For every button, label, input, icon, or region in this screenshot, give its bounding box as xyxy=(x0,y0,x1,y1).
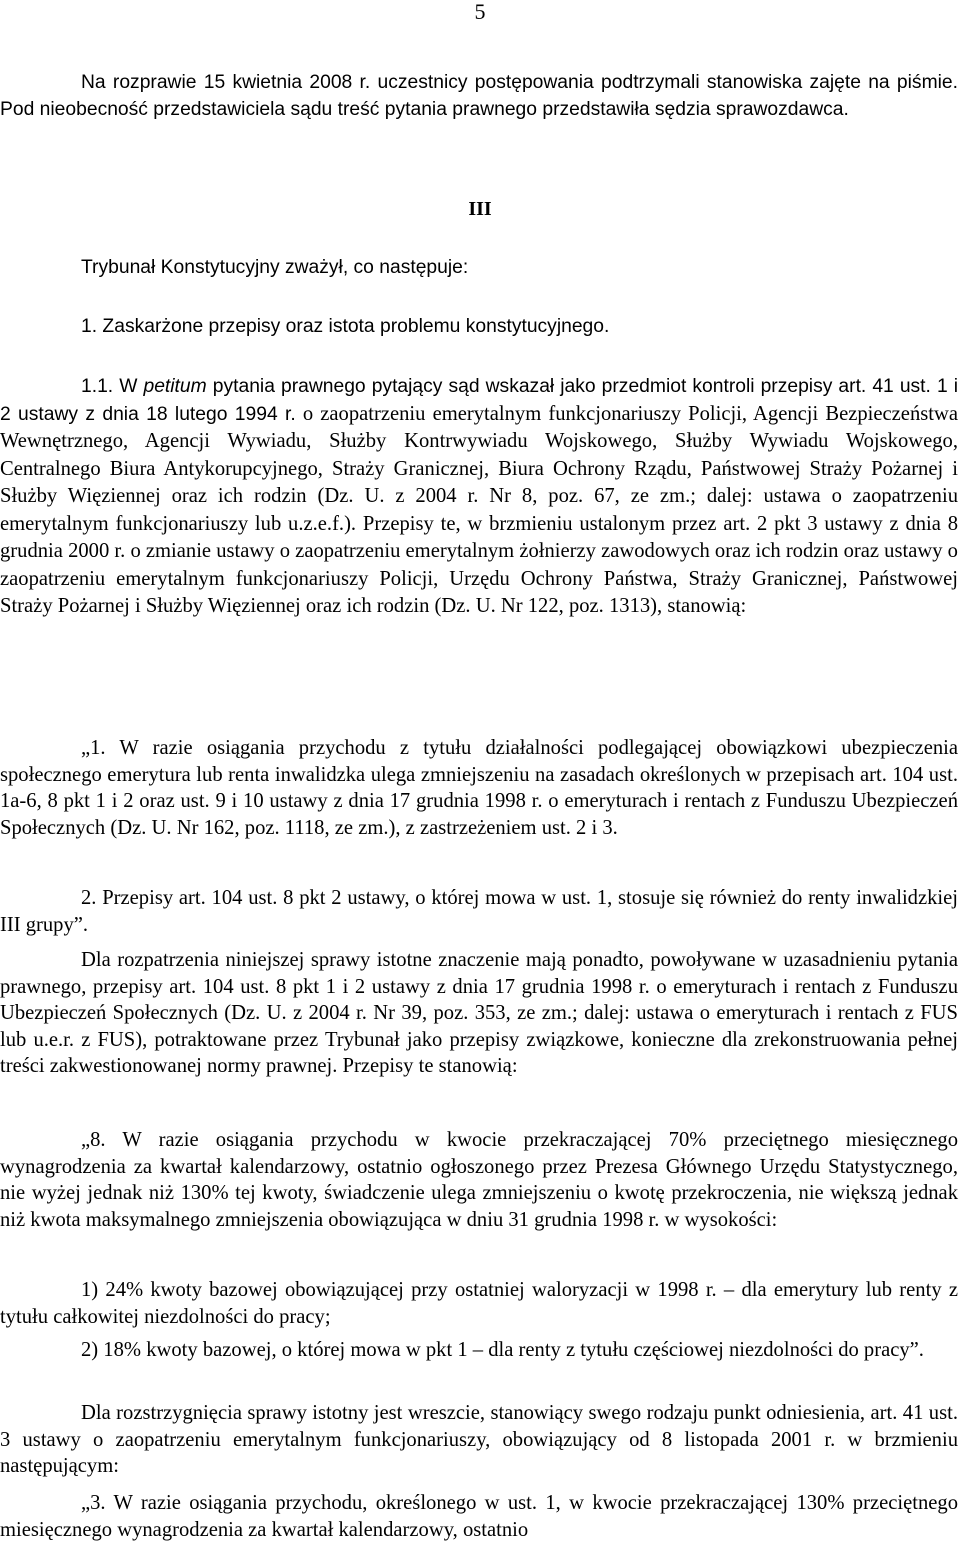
point-1-1-lead: 1.1. W xyxy=(81,376,144,397)
paragraph-context: Dla rozpatrzenia niniejszej sprawy istotne znaczenie mają ponadto, powoływane w uzasadnieniu pytania prawnego, przepisy art. 104 ust. 8 pkt 1 i 2 ustawy z dnia 17 grudnia 1998 r. o emeryturach i rentach z Funduszu Ubezpieczeń Społecznych (Dz. U. z 2004 r. Nr 39, poz. 353, ze zm.; dalej: ustawa o emeryturach i rentach z FUS lub u.e.r. z FUS), potraktowane przez Trybunał jako przepisy związkowe, konieczne dla zrekonstruowania pełnej treści zakwestionowanej normy prawnej. Przepisy te stanowią: xyxy=(0,949,958,1077)
point-1-1-title: o zaopatrzeniu emerytalnym funkcjonariuszy Policji, Agencji Bezpieczeństwa Wewnętrznego, Agencji Wywiadu, Służby Kontrwywiadu Wojskowego, Służby Wywiadu Wojskowego, Centralnego Biura Antykorupcyjnego, Straży Granicznej, Biura Ochrony Rządu, Państwowej Straży Pożarnej i Służby Więziennej oraz ich rodzin (Dz. U. z 2004 r. Nr 8, poz. 67, ze zm.; dalej: ustawa o zaopatrzeniu emerytalnym funkcjonariuszy lub u.z.e.f.). Przepisy te, w brzmieniu ustalonym przez art. 2 pkt 3 ustawy z dnia 8 grudnia 2000 r. xyxy=(0,402,958,562)
list-item-2: 2) 18% kwoty bazowej, o której mowa w pkt 1 – dla renty z tytułu częściowej niezdolności do pracy”. xyxy=(81,1339,924,1361)
paragraph-point-1: 1. Zaskarżone przepisy oraz istota problemu konstytucyjnego. xyxy=(81,316,610,337)
quote-paragraph-1: „1. W razie osiągania przychodu z tytułu działalności podlegającej obowiązkowi ubezpieczenia społecznego emerytura lub renta inwalidzka ulega zmniejszeniu na zasadach określonych w przepisach art. 104 ust. 1a-6, 8 pkt 1 i 2 oraz ust. 9 i 10 ustawy z dnia 17 grudnia 1998 r. o emeryturach i rentach z Funduszu Ubezpieczeń Społecznych (Dz. U. Nr 162, poz. 1118, ze zm.), z zastrzeżeniem ust. 2 i 3. xyxy=(0,737,958,839)
quote-paragraph-2: 2. Przepisy art. 104 ust. 8 pkt 2 ustawy, o której mowa w ust. 1, stosuje się również do renty inwalidzkiej III grupy”. xyxy=(0,887,958,936)
section-heading: III xyxy=(468,198,492,220)
paragraph-point-1-1 xyxy=(0,374,958,621)
quote-paragraph-3: „3. W razie osiągania przychodu, określonego w ust. 1, w kwocie przekraczającej 130% przeciętnego miesięcznego wynagrodzenia za kwartał kalendarzowy, ostatnio xyxy=(0,1492,958,1541)
paragraph-intro: Trybunał Konstytucyjny zważył, co następuje: xyxy=(81,257,469,278)
paragraph-hearing: Na rozprawie 15 kwietnia 2008 r. uczestnicy postępowania podtrzymali stanowiska zajęte na piśmie. Pod nieobecność przedstawiciela sądu treść pytania prawnego przedstawiła sędzia sprawozdawca. xyxy=(0,72,958,120)
paragraph-resolve: Dla rozstrzygnięcia sprawy istotny jest wreszcie, stanowiący swego rodzaju punkt odniesienia, art. 41 ust. 3 ustawy o zaopatrzeniu emerytalnym funkcjonariuszy, obowiązujący od 8 listopada 2001 r. w brzmieniu następującym: xyxy=(0,1402,958,1477)
list-item-1: 1) 24% kwoty bazowej obowiązującej przy ostatniej waloryzacji w 1998 r. – dla emerytury lub renty z tytułu całkowitej niezdolności do pracy; xyxy=(0,1279,958,1328)
point-1-1-statute: pytania prawnego pytający sąd wskazał jako przedmiot kontroli przepisy art. 41 ust. 1 i 2 ustawy z dnia 18 lutego 1994 r. xyxy=(0,376,959,425)
page-number: 5 xyxy=(474,0,486,24)
point-1-1-amendment: o zmianie ustawy o zaopatrzeniu emerytalnym żołnierzy zawodowych oraz ich rodzin oraz ustawy o zaopatrzeniu emerytalnym funkcjonariuszy Policji, Urzędu Ochrony Państwa, Straży Granicznej, Państwowej Straży Pożarnej i Służby Więziennej oraz ich rodzin (Dz. U. Nr 122, poz. 1313), stanowią: xyxy=(0,540,958,617)
petitum-term: petitum xyxy=(143,376,207,397)
quote-paragraph-8: „8. W razie osiągania przychodu w kwocie przekraczającej 70% przeciętnego miesięcznego wynagrodzenia za kwartał kalendarzowy, ostatnio ogłoszonego przez Prezesa Głównego Urzędu Statystycznego, nie wyżej jednak niż 130% tej kwoty, świadczenie ulega zmniejszeniu o kwotę przekroczenia, nie większą jednak niż kwota maksymalnego zmniejszenia obowiązująca w dniu 31 grudnia 1998 r. w wysokości: xyxy=(0,1129,958,1231)
